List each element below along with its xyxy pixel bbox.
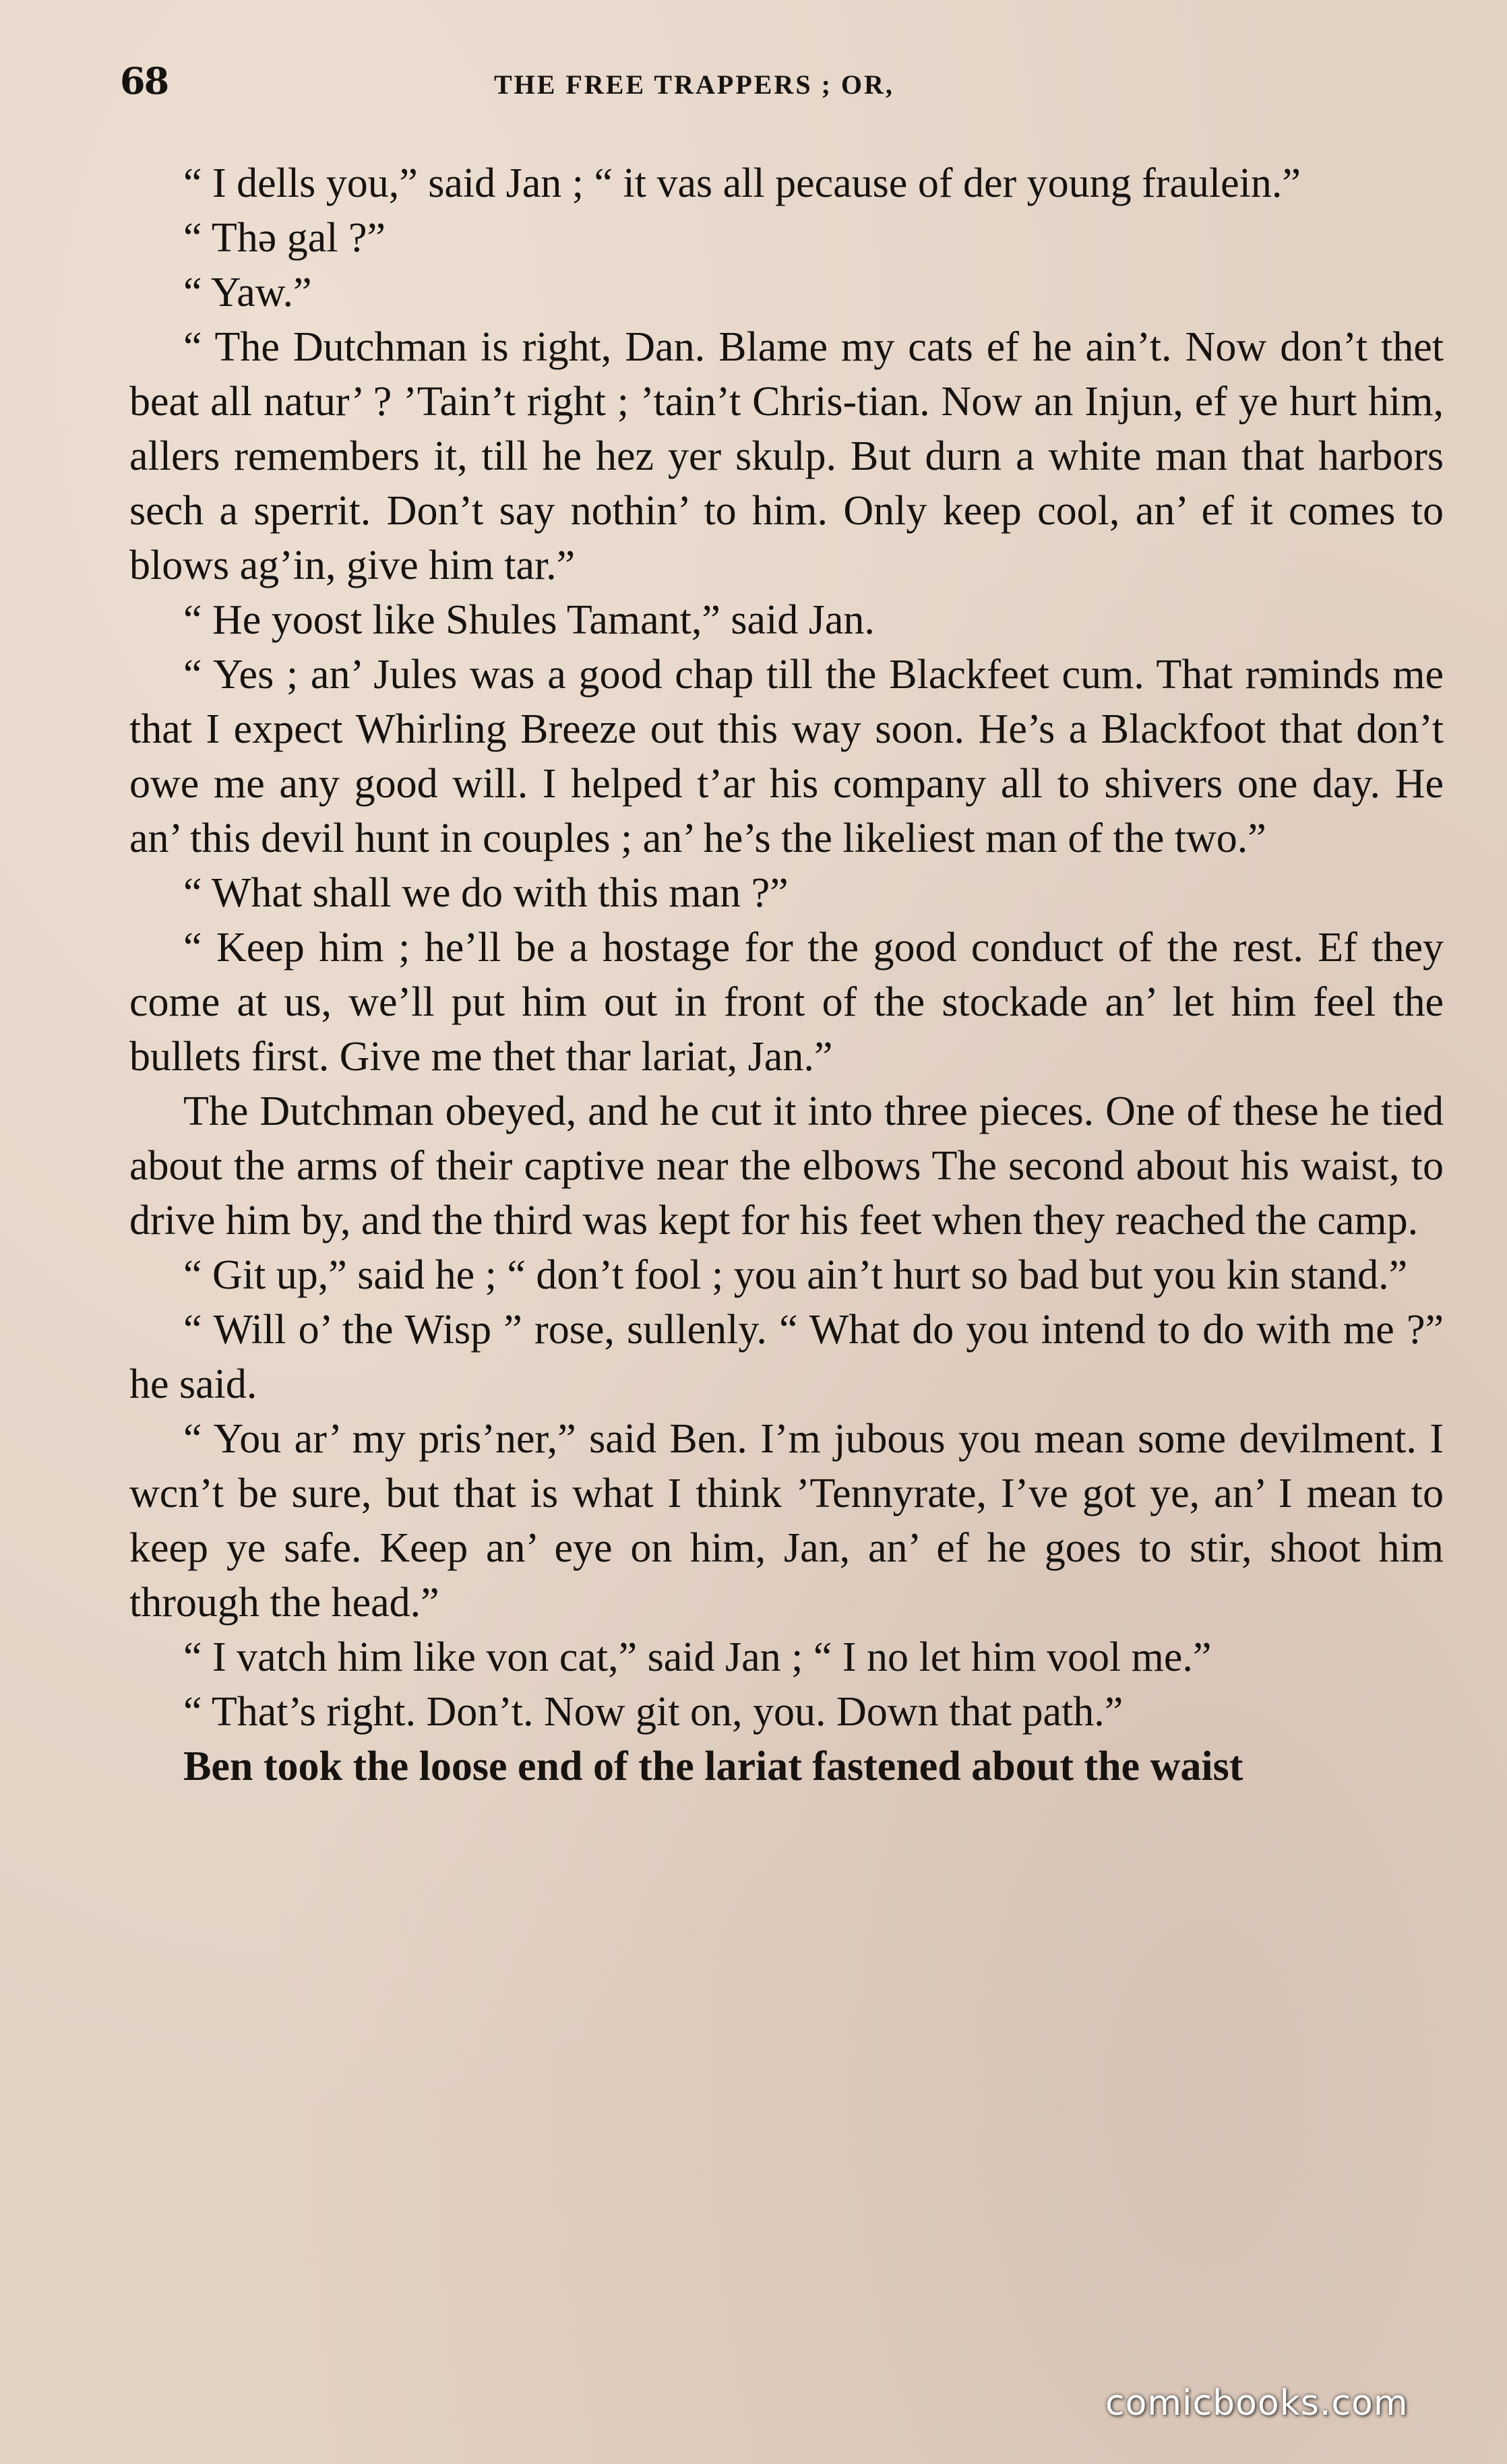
paragraph: “ Keep him ; he’ll be a hostage for the good conduct of the rest. Ef they come at us, we’ll put him out in front of the stockade an’ let him feel the bullets first. Give me thet thar lariat, Jan.” <box>129 925 1444 1080</box>
paragraph: “ You ar’ my pris’ner,” said Ben. I’m jubous you mean some devilment. I wcn’t be sure, but that is what I think ’Tennyrate, I’ve got ye, an’ I mean to keep ye safe. Keep an’ eye on him, Jan, an’ ef he goes to stir, shoot him through the head.” <box>129 1416 1444 1626</box>
watermark: comicbooks.com <box>1105 2383 1409 2424</box>
paragraph: Ben took the loose end of the lariat fastened about the waist <box>183 1744 1243 1789</box>
running-head: THE FREE TRAPPERS ; OR, <box>494 69 894 100</box>
paragraph: “ The Dutchman is right, Dan. Blame my cats ef he ain’t. Now don’t thet beat all natur’ ? ’Tain’t right ; ’tain’t Chris-tian. Now an Injun, ef ye hurt him, allers remembers it, till he hez yer skulp. But durn a white man that harbors sech a sperrit. Don’t say nothin’ to him. Only keep cool, an’ ef it comes to blows ag’in, give him tar.” <box>129 324 1444 588</box>
page-header <box>120 59 1441 113</box>
paragraph: The Dutchman obeyed, and he cut it into three pieces. One of these he tied about the arms of their captive near the elbows The second about his waist, to drive him by, and the third was kept for his feet when they reached the camp. <box>129 1088 1444 1243</box>
paragraph: “ Yes ; an’ Jules was a good chap till the Blackfeet cum. That rəminds me that I expect Whirling Breeze out this way soon. He’s a Blackfoot that don’t owe me any good will. I helped t’ar his company all to shivers one day. He an’ this devil hunt in couples ; an’ he’s the likeliest man of the two.” <box>129 652 1444 861</box>
page-number: 68 <box>120 59 168 102</box>
paragraph: “ I dells you,” said Jan ; “ it vas all pecause of der young fraulein.” <box>183 160 1301 206</box>
paragraph: “ Thə gal ?” <box>183 215 386 261</box>
paragraph: “ I vatch him like von cat,” said Jan ; “ I no let him vool me.” <box>183 1634 1212 1680</box>
body-text <box>129 156 1444 1794</box>
paragraph: “ What shall we do with this man ?” <box>183 870 789 916</box>
paragraph: “ Yaw.” <box>183 270 312 315</box>
paragraph: “ That’s right. Don’t. Now git on, you. Down that path.” <box>183 1689 1124 1735</box>
paragraph: “ Git up,” said he ; “ don’t fool ; you ain’t hurt so bad but you kin stand.” <box>183 1252 1408 1298</box>
paragraph: “ He yoost like Shules Tamant,” said Jan. <box>183 597 875 643</box>
paragraph: “ Will o’ the Wisp ” rose, sullenly. “ What do you intend to do with me ?” he said. <box>129 1307 1444 1407</box>
